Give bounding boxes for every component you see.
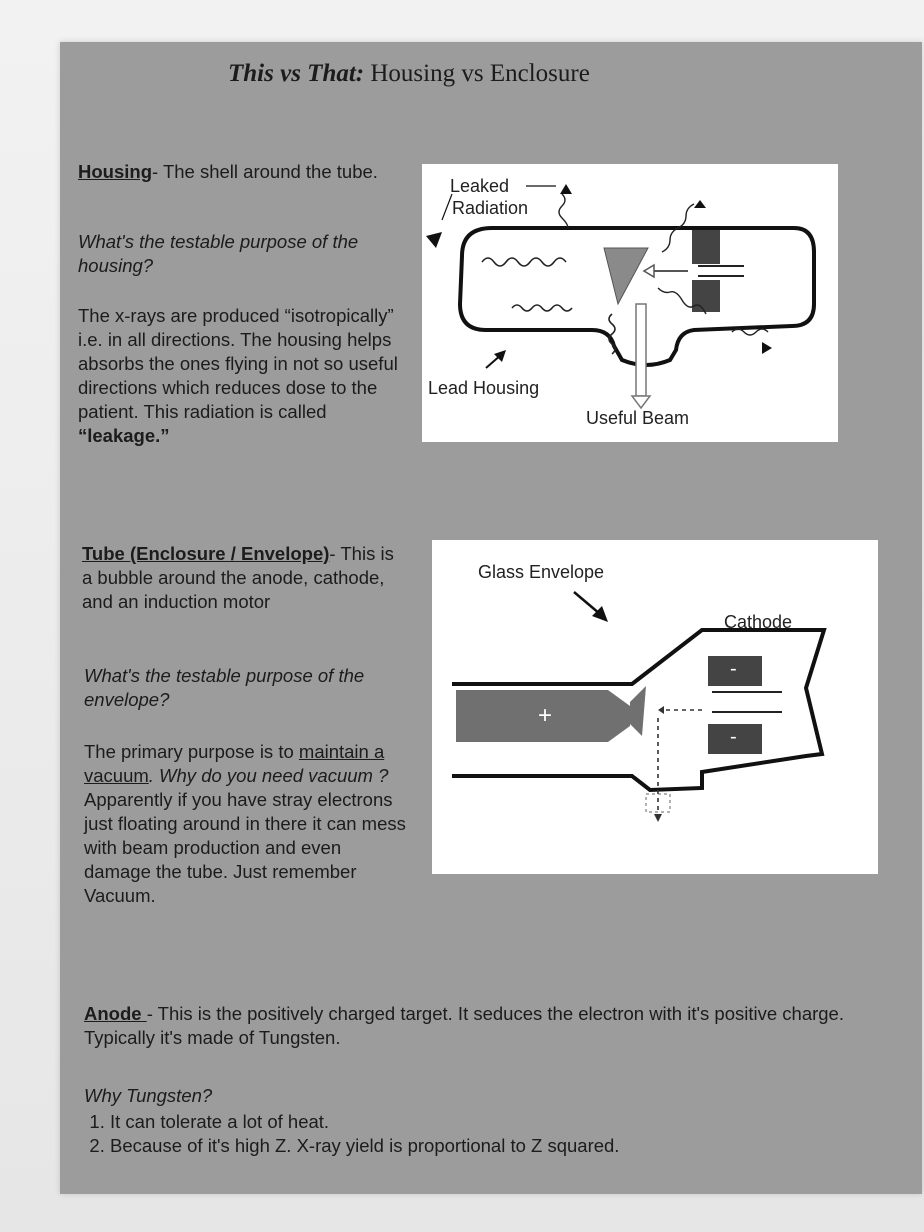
page-title [228, 60, 748, 88]
tube-answer-block [84, 740, 410, 908]
useful-beam-head [632, 396, 650, 408]
label-plus: + [538, 702, 553, 729]
filament-lines [698, 266, 744, 276]
tube-answer-rest: Apparently if you have stray electrons just floating around in there it can mess with beam production and even damage the tube. Just remember Vacuum. [84, 789, 406, 906]
title-prefix: This vs That: [228, 60, 365, 87]
envelope-diagram [432, 540, 878, 874]
anode-target [630, 686, 646, 736]
housing-definition: - The shell around the tube. [152, 161, 378, 182]
anode-reason-1: 1. It can tolerate a lot of heat. [110, 1110, 864, 1134]
label-radiation: Radiation [452, 198, 529, 218]
electron-arrowhead [644, 265, 654, 277]
tube-answer-lead: The primary purpose is to [84, 741, 299, 762]
tube-question: What's the testable purpose of the envelope? [84, 665, 365, 710]
cathode-block-top [692, 230, 720, 264]
tube-answer-question: . Why do you need vacuum ? [148, 765, 389, 786]
housing-question: What's the testable purpose of the housing? [78, 231, 359, 276]
tube-heading: Tube (Enclosure / Envelope) [82, 543, 330, 564]
anode-definition-block [84, 1002, 874, 1050]
label-useful-beam: Useful Beam [586, 408, 690, 428]
label-minus-bottom: - [730, 726, 737, 748]
leak-arrow-left-head [426, 232, 442, 248]
anode-reason-2: 2. Because of it's high Z. X-ray yield is proportional to Z squared. [110, 1134, 864, 1158]
housing-heading: Housing [78, 161, 152, 182]
anode-wedge [604, 248, 648, 304]
tube-definition-block [82, 542, 406, 614]
squiggle-2 [512, 305, 572, 311]
title-main: Housing vs Enclosure [370, 60, 590, 87]
electron-dashed-arrowhead [658, 706, 664, 714]
beam-dashed-arrowhead [654, 814, 662, 822]
leak-arrow-top-head [560, 184, 572, 194]
squiggle-7 [559, 194, 568, 228]
label-minus-top: - [730, 658, 737, 680]
label-leaked: Leaked [450, 176, 510, 196]
housing-answer-intro: The x-rays are produced “isotropically” i.e. in all directions. The housing helps absorbs the ones flying in not so useful directions which reduces dose to the patient. This radiation is called [78, 305, 398, 422]
label-lead-housing: Lead Housing [428, 378, 540, 398]
useful-beam-shaft [636, 304, 646, 396]
anode-heading: Anode [84, 1003, 147, 1024]
tube-answer-link: maintain a vacuum [84, 741, 385, 786]
housing-definition-block [78, 160, 398, 184]
squiggle-3 [609, 314, 615, 354]
radiation-label-line [442, 194, 452, 220]
squiggle-1 [482, 258, 566, 266]
label-glass-envelope: Glass Envelope [478, 562, 605, 582]
housing-answer-term: “leakage.” [78, 425, 170, 446]
cathode-filament [712, 692, 782, 712]
cathode-block-bottom [692, 280, 720, 312]
envelope-diagram-svg [432, 540, 878, 874]
anode-reasons-list [84, 1110, 864, 1158]
housing-answer-block [78, 304, 398, 448]
anode-question: Why Tungsten? [84, 1085, 213, 1106]
leak-arrow-side-head [762, 342, 772, 354]
anode-definition: - This is the positively charged target. It seduces the electron with it's positive charge. Typically it's made of Tungsten. [84, 1003, 844, 1048]
label-cathode: Cathode [724, 612, 793, 632]
housing-diagram [422, 164, 838, 442]
glass-envelope-pointer [574, 592, 600, 614]
leak-arrow-right-head [694, 200, 706, 208]
tube-definition: - This is a bubble around the anode, cathode, and an induction motor [82, 543, 394, 612]
anode-reasons-block [84, 1110, 864, 1158]
